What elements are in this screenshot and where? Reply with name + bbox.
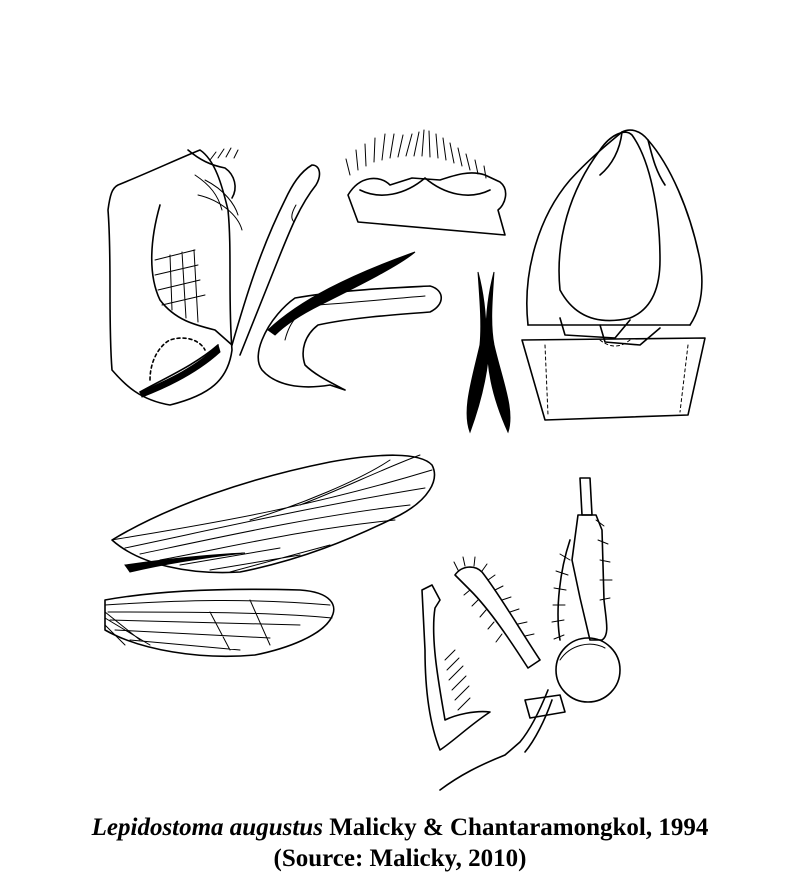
caption-line-1 xyxy=(0,812,800,843)
species-name: Lepidostoma augustus xyxy=(91,814,323,841)
paired-sclerite xyxy=(467,272,510,432)
caption-source: (Source: Malicky, 2010) xyxy=(273,845,527,872)
hindwing xyxy=(105,589,334,656)
phallus-view xyxy=(258,252,441,390)
genitalia-ventral-view xyxy=(522,130,705,420)
forewing xyxy=(112,455,434,573)
species-authority: Malicky & Chantaramongkol, 1994 xyxy=(322,814,709,841)
head-maxillary-palp xyxy=(422,478,620,790)
tergite-dorsal-view xyxy=(346,130,506,235)
figure-caption xyxy=(0,812,800,874)
genitalia-lateral-view xyxy=(108,148,319,405)
